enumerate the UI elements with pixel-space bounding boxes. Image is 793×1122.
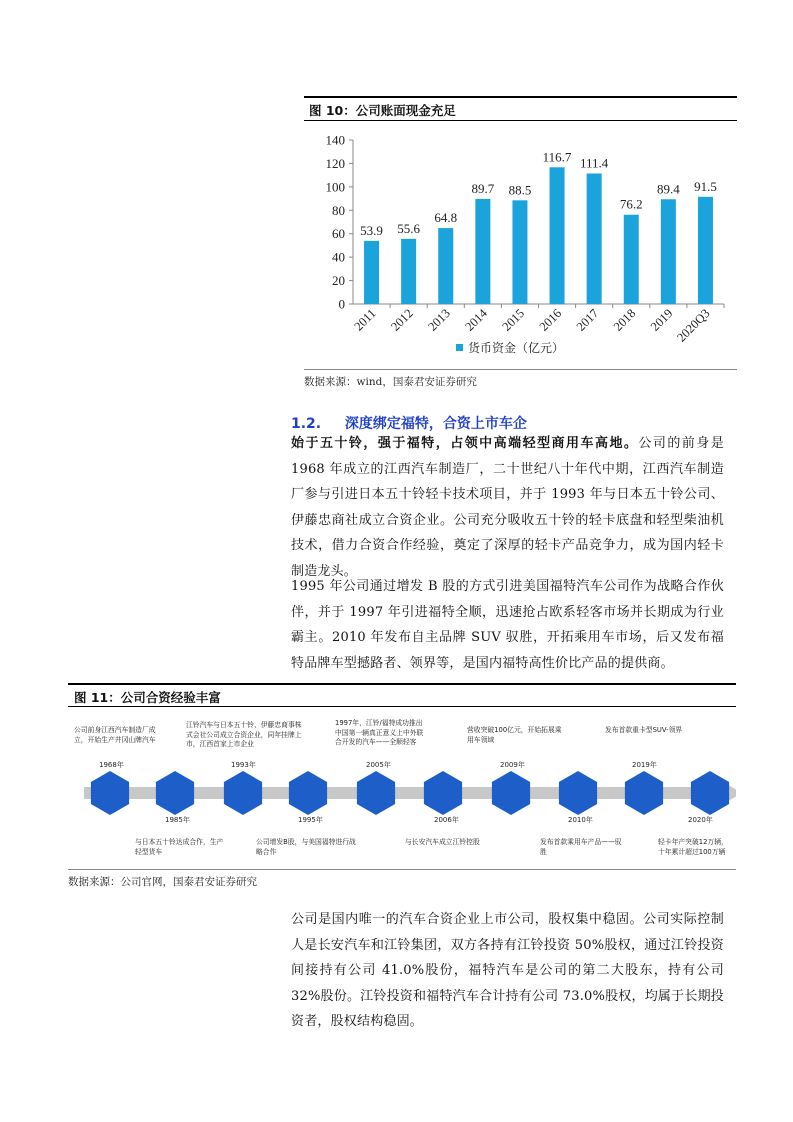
data-label: 53.9 bbox=[360, 222, 383, 238]
x-tick-label: 2016 bbox=[536, 306, 565, 334]
section-heading bbox=[291, 413, 527, 433]
y-tick-label: 100 bbox=[325, 179, 345, 195]
x-tick-label: 2020Q3 bbox=[674, 306, 713, 345]
data-label: 88.5 bbox=[508, 182, 532, 198]
x-tick-label: 2013 bbox=[425, 306, 453, 334]
timeline-hexagon-6 bbox=[424, 771, 462, 815]
data-label: 116.7 bbox=[542, 149, 572, 165]
paragraph-1-lead: 始于五十铃，强于福特，占领中高端轻型商用车高地。 bbox=[291, 436, 639, 451]
bar-2017 bbox=[587, 174, 602, 304]
y-tick-label: 20 bbox=[332, 273, 345, 289]
x-tick-label: 2011 bbox=[351, 306, 379, 334]
y-tick-label: 80 bbox=[332, 202, 345, 218]
figure-10-title-rule bbox=[304, 120, 737, 121]
figure-10-source: 数据来源：wind，国泰君安证券研究 bbox=[304, 376, 477, 388]
timeline-event-top-2 bbox=[186, 721, 304, 750]
figure-10-top-rule bbox=[304, 96, 737, 98]
timeline-event-text: 与长安汽车成立江铃控股 bbox=[405, 838, 480, 846]
data-label: 76.2 bbox=[619, 196, 643, 212]
data-label: 89.4 bbox=[656, 181, 680, 197]
cash-bar-chart bbox=[304, 122, 737, 367]
timeline bbox=[68, 707, 736, 867]
paragraph-2: 1995 年公司通过增发 B 股的方式引进美国福特汽车公司作为战略合作伙伴，并于 1997 年引进福特全顺，迅速抢占欧系轻客市场并长期成为行业霸主。2010 年发布自主品牌 SUV 驭胜，开拓乘用车市场，后又发布福特品牌车型撼路者、领界等，是国内福特高性价比产品的提供商。 bbox=[291, 579, 724, 671]
bar-2012 bbox=[401, 239, 416, 304]
timeline-event-text: 公司前身江西汽车制造厂成立，开始生产井冈山牌汽车 bbox=[74, 726, 156, 744]
bar-2018 bbox=[624, 215, 639, 304]
timeline-event-text: 营收突破100亿元，开始拓展乘用车领域 bbox=[467, 726, 562, 744]
timeline-event-text: 发布首款重卡型SUV-领界 bbox=[605, 726, 683, 734]
y-tick-label: 120 bbox=[325, 155, 345, 171]
legend-swatch bbox=[456, 344, 463, 351]
figure-11-bottom-rule bbox=[68, 869, 736, 870]
timeline-year: 2009年 bbox=[500, 761, 525, 769]
data-label: 91.5 bbox=[694, 178, 717, 194]
timeline-event-top-5 bbox=[605, 726, 697, 736]
data-label: 55.6 bbox=[397, 220, 421, 236]
timeline-event-top-4 bbox=[467, 726, 567, 745]
bar-2014 bbox=[475, 199, 490, 304]
timeline-event-bottom-5 bbox=[658, 838, 734, 857]
timeline-event-bottom-4 bbox=[540, 838, 622, 857]
x-tick-label: 2012 bbox=[388, 306, 416, 334]
timeline-hexagon-3 bbox=[224, 771, 262, 815]
figure-10-title: 图 10：公司账面现金充足 bbox=[309, 103, 456, 118]
paragraph-1-body: 公司的前身是 1968 年成立的江西汽车制造厂，二十世纪八十年代中期，江西汽车制造厂参与引进日本五十铃轻卡技术项目，并于 1993 年与日本五十铃公司、伊藤忠商社成立合资企业。公司充分吸收五十铃的轻卡底盘和轻型柴油机技术，借力合资合作经验，奠定了深厚的轻卡产品竞争力，成为国内轻卡制造龙头。 bbox=[291, 436, 724, 579]
timeline-event-top-1 bbox=[74, 726, 166, 745]
data-label: 89.7 bbox=[471, 180, 495, 196]
timeline-year: 1995年 bbox=[298, 816, 323, 824]
timeline-event-bottom-2 bbox=[256, 838, 360, 857]
figure-11-title: 图 11：公司合资经验丰富 bbox=[74, 690, 221, 705]
x-tick-label: 2014 bbox=[462, 306, 490, 334]
data-label: 64.8 bbox=[434, 210, 458, 226]
legend-label: 货币资金（亿元） bbox=[468, 341, 565, 355]
y-tick-label: 0 bbox=[338, 296, 345, 312]
figure-10-bottom-rule bbox=[304, 369, 737, 370]
x-tick-label: 2019 bbox=[647, 306, 676, 334]
bar-2013 bbox=[438, 228, 453, 304]
timeline-year: 1993年 bbox=[231, 761, 256, 769]
x-tick-label: 2017 bbox=[573, 306, 602, 334]
y-tick-label: 60 bbox=[332, 226, 345, 242]
bar-2011 bbox=[364, 241, 379, 304]
figure-11-source: 数据来源：公司官网，国泰君安证券研究 bbox=[68, 876, 257, 888]
timeline-event-bottom-3 bbox=[405, 838, 487, 848]
bar-2020Q3 bbox=[698, 197, 713, 304]
timeline-hexagon-2 bbox=[156, 771, 194, 815]
timeline-year: 2005年 bbox=[366, 761, 391, 769]
timeline-year: 2010年 bbox=[568, 816, 593, 824]
bar-2016 bbox=[550, 167, 565, 304]
section-number: 1.2. bbox=[291, 416, 322, 432]
section-title: 深度绑定福特，合资上市车企 bbox=[344, 416, 527, 432]
x-tick-label: 2015 bbox=[499, 306, 528, 334]
timeline-hexagon-9 bbox=[625, 771, 663, 815]
timeline-hexagon-1 bbox=[91, 771, 129, 815]
timeline-year: 2019年 bbox=[632, 761, 657, 769]
timeline-event-bottom-1 bbox=[135, 838, 225, 857]
timeline-year: 2020年 bbox=[688, 816, 713, 824]
bar-2015 bbox=[512, 200, 527, 304]
timeline-year: 1968年 bbox=[99, 761, 124, 769]
paragraph-1 bbox=[291, 431, 724, 584]
timeline-hexagon-5 bbox=[357, 771, 395, 815]
timeline-event-text: 公司增发B股，与美国福特进行战略合作 bbox=[256, 838, 356, 856]
bar-2019 bbox=[661, 199, 676, 304]
y-tick-label: 40 bbox=[332, 249, 345, 265]
timeline-hexagon-10 bbox=[691, 771, 729, 815]
timeline-event-text: 与日本五十铃达成合作，生产轻型货车 bbox=[135, 838, 224, 856]
timeline-event-top-3 bbox=[335, 719, 427, 748]
timeline-event-text: 发布首款乘用车产品——驭胜 bbox=[540, 838, 622, 856]
timeline-hexagon-7 bbox=[492, 771, 530, 815]
timeline-event-text: 江铃汽车与日本五十铃、伊藤忠商事株式会社公司成立合资企业，同年挂牌上市，江西首家上市企业 bbox=[186, 721, 302, 748]
timeline-year: 1985年 bbox=[165, 816, 190, 824]
figure-11-top-rule bbox=[68, 683, 736, 685]
timeline-year: 2006年 bbox=[434, 816, 459, 824]
timeline-event-text: 1997年，江铃/福特成功推出中国第一辆真正意义上中外联合开发的汽车——全顺轻客 bbox=[335, 719, 424, 746]
paragraph-3: 公司是国内唯一的汽车合资企业上市公司，股权集中稳固。公司实际控制人是长安汽车和江铃集团，双方各持有江铃投资 50%股权，通过江铃投资间接持有公司 41.0%股份，福特汽车是公司的第二大股东，持有公司 32%股份。江铃投资和福特汽车合计持有公司 73.0%股权，均属于长期投资者，股权结构稳固。 bbox=[291, 912, 724, 1029]
timeline-hexagon-4 bbox=[289, 771, 327, 815]
timeline-event-text: 轻卡年产突破12万辆，十年累计超过100万辆 bbox=[658, 838, 728, 856]
timeline-hexagon-8 bbox=[559, 771, 597, 815]
y-tick-label: 140 bbox=[325, 132, 345, 148]
x-tick-label: 2018 bbox=[610, 306, 639, 334]
data-label: 111.4 bbox=[580, 155, 609, 171]
